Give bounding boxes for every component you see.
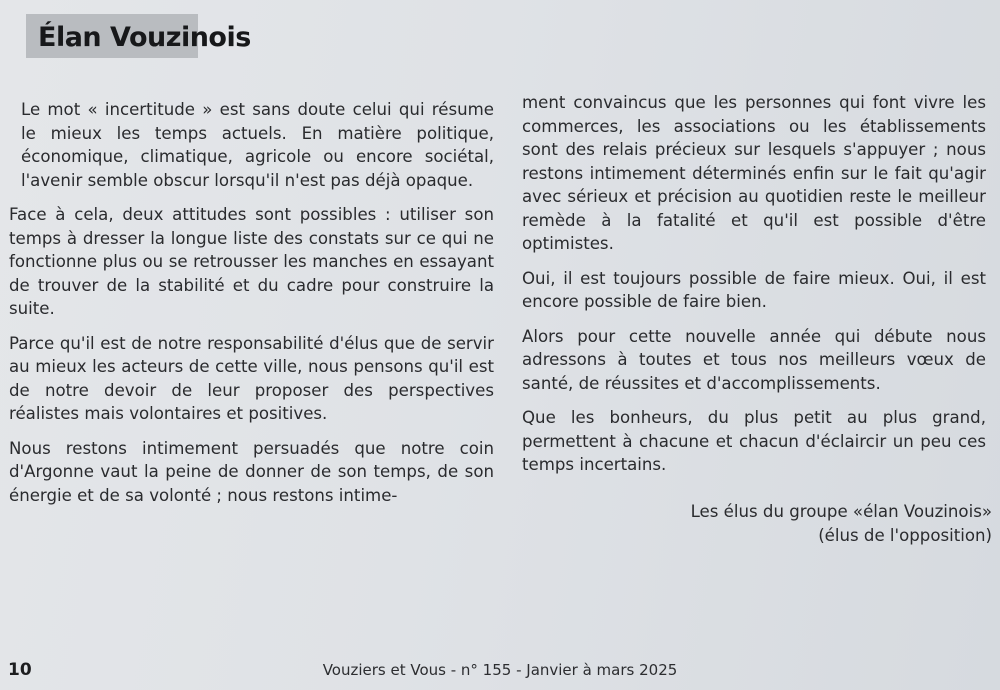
publication-line: Vouziers et Vous - n° 155 - Janvier à mars 2025 [322,661,678,679]
paragraph: Face à cela, deux attitudes sont possibles : utiliser son temps à dresser la longue liste des constats sur ce qui ne fonctionne plus ou se retrousser les manches en essayant de trouver de la stabilité et du cadre pour construire la suite. [9,205,494,318]
signature-block [691,500,992,547]
left-column [9,98,494,518]
paragraph: Le mot « incertitude » est sans doute celui qui résume le mieux les temps actuels. En matière politique, économique, climatique, agricole ou encore sociétal, l'avenir semble obscur lorsqu'il n'est pas déjà opaque. [21,100,494,190]
signature-line: (élus de l'opposition) [818,525,992,545]
page-title: Élan Vouzinois [38,22,251,53]
paragraph: Que les bonheurs, du plus petit au plus grand, permettent à chacune et chacun d'éclaircir un peu ces temps incertains. [522,408,986,474]
paragraph: Parce qu'il est de notre responsabilité d'élus que de servir au mieux les acteurs de cette ville, nous pensons qu'il est de notre devoir de leur proposer des perspectives réalistes mais volontaires et positives. [9,333,494,423]
right-column [522,91,986,488]
paragraph: ment convaincus que les personnes qui font vivre les commerces, les associations ou les établissements sont des relais précieux sur lesquels s'appuyer ; nous restons intimement déterminés enfin sur le fait qu'agir avec sérieux et précision au quotidien reste le meilleur remède à la fatalité et qu'il est possible d'être optimistes. [522,93,986,253]
paragraph: Nous restons intimement persuadés que notre coin d'Argonne vaut la peine de donner de son temps, de son énergie et de sa volonté ; nous restons intime- [9,438,494,505]
paragraph: Alors pour cette nouvelle année qui débute nous adressons à toutes et tous nos meilleurs vœux de santé, de réussites et d'accomplissements. [522,326,986,393]
paragraph: Oui, il est toujours possible de faire mieux. Oui, il est encore possible de faire bien. [522,268,986,311]
page-number: 10 [8,660,32,680]
signature-line: Les élus du groupe «élan Vouzinois» [690,502,992,521]
